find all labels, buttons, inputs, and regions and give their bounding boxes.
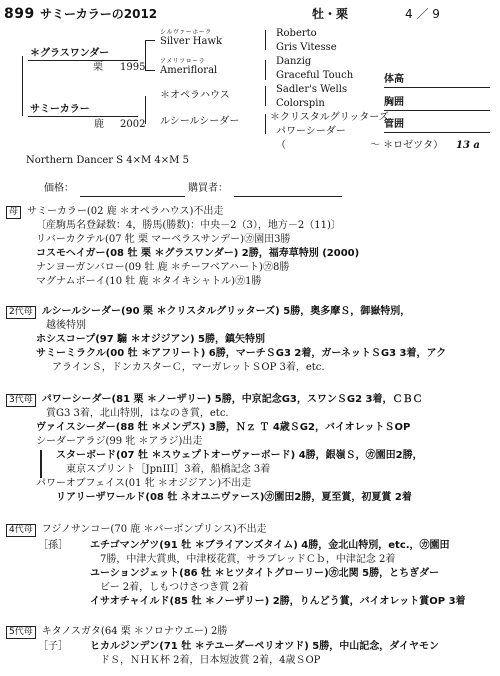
dam-tag: 母 — [6, 206, 21, 219]
gen3-line-5: パワーオブフェイス(01 牝 ＊オジジアン)不出走 — [36, 478, 252, 489]
sire-bracket — [145, 40, 146, 70]
gen4-line-3: ユーションジェット(86 牡 ＊ヒツタイトグローリー)㋕北関 5勝，とちぎダー — [90, 568, 440, 579]
gen2-title: ルシールシーダー(90 栗 ＊クリスタルグリッターズ) 5勝，奥多摩Ｓ，御嶽特別， — [41, 306, 411, 317]
sire-bracket-bottom — [145, 70, 155, 71]
sex-color: 牡・栗 — [312, 7, 349, 21]
dam-sire: ＊オペラハウス — [160, 90, 230, 101]
gen2-line-1: ホシスコープ(97 騸 ＊オジジアン) 5勝，鎮矢特別 — [36, 334, 266, 345]
dam-section-title: サミーカラー(02 鹿 ＊オペラハウス)不出走 — [27, 206, 224, 217]
gen5-header — [6, 626, 227, 639]
dam-name: サミーカラー — [30, 104, 90, 115]
sire-bracket-top — [145, 40, 155, 41]
gen2-line-3: アラインＳ，ドンカスターＣ，マーガレットＳOP 3着，etc. — [52, 362, 325, 373]
chest-rule — [384, 110, 490, 111]
main-bracket — [22, 56, 23, 116]
gen2-line-2: サミーミラクル(00 牡 ＊アフリート) 6勝，マーチＳG3 2着，ガーネットＳG3 3着，アク — [36, 348, 447, 359]
cannon-label: 管囲 — [384, 119, 404, 130]
sd-sire: Danzig — [276, 56, 312, 67]
height-rule — [384, 87, 490, 88]
dam-year: 2002 — [120, 119, 146, 130]
dam-bracket — [145, 96, 146, 124]
sire-dam-furigana: アメリフローラ — [160, 58, 206, 65]
gen3-tag: 3代母 — [6, 394, 36, 407]
sd-bracket — [265, 60, 266, 80]
sire-sire-name: Silver Hawk — [160, 36, 223, 47]
dd-paren-close: ～ ＊ロゼツタ） — [370, 140, 444, 151]
gen5-line-1: ヒカルジンデン(71 牡 ＊テユーダーペリオツド) 5勝，中山記念，ダイヤモン — [90, 641, 440, 652]
gen4-label: ［孫］ — [38, 540, 68, 551]
cannon-rule — [384, 132, 490, 133]
dam-color: 鹿 — [94, 119, 104, 130]
price-label: 価格： — [44, 183, 74, 194]
inbreeding: Northern Dancer S 4×M 4×M 5 — [26, 155, 189, 166]
dd-dam: パワーシーダー — [276, 126, 346, 137]
gen5-title: キタノスガタ(64 栗 ＊ソロナウエー) 2勝 — [41, 626, 228, 637]
gen3-sub-bar — [40, 450, 45, 478]
gen4-line-1: エチゴマンゲツ(91 牡 ＊ブライアンズタイム) 4勝，金北山特別，etc.，㋕園田 — [90, 540, 450, 551]
gen2-header — [6, 306, 410, 319]
birth-date: 4 ／ 9 — [405, 7, 440, 21]
buyer-line — [234, 196, 342, 197]
gen3-header — [6, 394, 422, 407]
chest-label: 胸囲 — [384, 97, 404, 108]
dam-section-header — [6, 206, 223, 219]
dam-line-4: ナンヨーガンバロー(09 牡 鹿 ＊チーフベアハート)㋕8勝 — [36, 262, 290, 273]
gen3-line-3: スターボード(07 牡 ＊スウェプトオーヴァーボード) 4勝，銀嶺Ｓ，㋕園田2勝， — [56, 450, 423, 461]
family-number: 13 a — [456, 140, 480, 151]
gen2-tag: 2代母 — [6, 306, 36, 319]
gen3-title: パワーシーダー(81 栗 ＊ノーザリー) 5勝，中京記念G3，スワンＳG2 3着，ＣＢＣ — [41, 394, 423, 405]
gen5-tag: 5代母 — [6, 626, 36, 639]
horse-name: サミーカラーの2012 — [40, 7, 158, 21]
dam-line-3: コスモヘイガー(08 牡 栗 ＊グラスワンダー) 2勝，福寿草特別 (2000) — [36, 248, 360, 259]
ss-bracket — [265, 30, 266, 50]
ss-dam: Gris Vitesse — [276, 42, 337, 53]
ds-bracket — [265, 86, 266, 106]
gen4-title: フジノサンコー(70 鹿 ＊パーボンプリンス)不出走 — [41, 524, 267, 535]
ds-sire: Sadler's Wells — [276, 84, 348, 95]
sire-dam-name: Amerifloral — [160, 65, 218, 76]
gen5-label: ［子］ — [38, 641, 68, 652]
sire-sire-furigana: シルヴァーホーク — [160, 29, 212, 36]
dam-line-1: 〔産駒馬名登録数：4，勝馬(勝数)：中央－2（3），地方－2（11)〕 — [36, 220, 341, 231]
dd-paren-open: （ — [276, 140, 286, 151]
price-line — [80, 196, 185, 197]
gen3-line-4: 東京スプリント［JpnIII］3着，船橋記念 3着 — [66, 464, 271, 475]
dam-dam: ルシールシーダー — [160, 116, 240, 127]
dd-sire: ＊クリスタルグリッターズ — [270, 112, 389, 123]
gen4-line-2: 7勝，中津大賞典，中津桜花賞，サラブレッドＣｂ，中津記念 2着 — [100, 554, 396, 565]
sire-rule — [28, 60, 138, 61]
gen5-line-2: ドＳ，ＮＨＫ杯 2着，日本短波賞 2着，4歳ＳOP — [100, 655, 321, 666]
lot-number: 899 — [4, 6, 35, 22]
dam-line-2: リバーカクテル(07 牝 栗 マーベラスサンデー)㋕園田3勝 — [36, 234, 291, 245]
dam-line-5: マグナムボーイ(10 牡 鹿 ＊タイキシャトル)㋕1勝 — [36, 276, 262, 287]
gen3-line-6: リアリーザワールド(08 牡 ネオユニヴァース)㋕園田2勝，夏至賞，初夏賞 2着 — [56, 492, 412, 503]
gen4-header — [6, 524, 267, 537]
buyer-label: 購買者： — [188, 183, 228, 194]
gen3-line-2: シーダーアラジ(99 牝 ＊アラジ)出走 — [36, 436, 203, 447]
ds-dam: Colorspin — [276, 98, 325, 109]
sire-color: 栗 — [93, 62, 103, 73]
dd-bracket — [265, 114, 266, 134]
gen2-title-cont: 越後特別 — [46, 320, 86, 331]
dam-rule — [28, 116, 138, 117]
height-label: 体高 — [384, 74, 404, 85]
sire-year: 1995 — [120, 62, 146, 73]
ss-sire: Roberto — [276, 28, 317, 39]
sire-name: ＊グラスワンダー — [30, 48, 110, 59]
gen4-tag: 4代母 — [6, 524, 36, 537]
gen3-line-1: ヴァイスシーダー(88 牡 ＊メンデス) 3勝，Ｎｚ Ｔ 4歳ＳG2，バイオレットＳOP — [36, 422, 411, 433]
gen4-line-5: イサオチャイルド(85 牡 ＊ノーザリー) 2勝，りんどう賞，バイオレット賞OP 3着 — [90, 596, 466, 607]
gen3-title-cont: 賞G3 3着，北山特別，はなのき賞，etc. — [46, 408, 229, 419]
sd-dam: Graceful Touch — [276, 70, 354, 81]
gen4-line-4: ビー 2着，しもつけさつき賞 2着 — [100, 582, 249, 593]
